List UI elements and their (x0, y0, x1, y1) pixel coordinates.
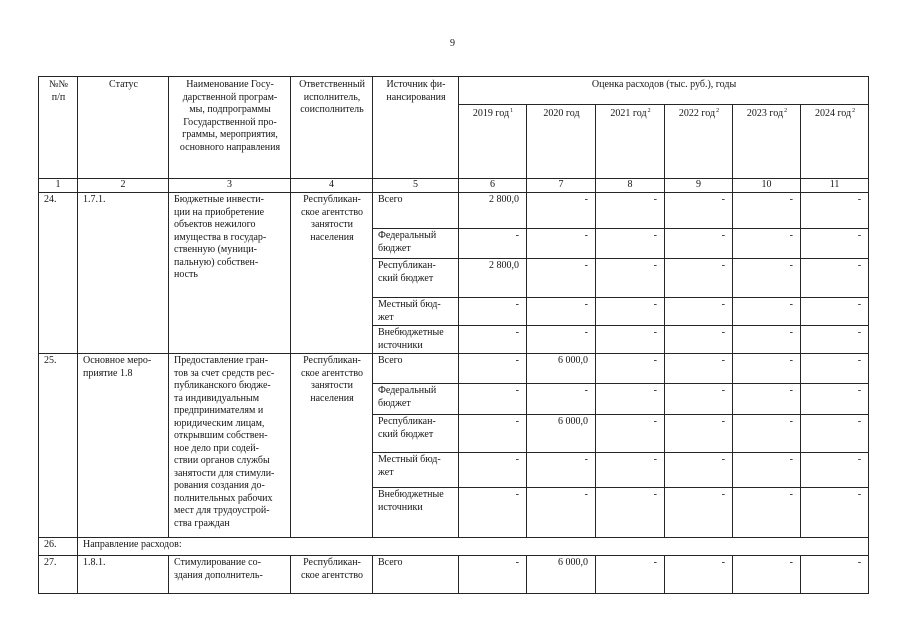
header-year (665, 105, 733, 179)
value-cell: - (459, 556, 527, 594)
source-label: Местный бюд- жет (373, 298, 459, 326)
value-cell: - (596, 556, 665, 594)
value-cell: - (733, 354, 801, 384)
column-number: 2 (78, 179, 169, 193)
table-row (39, 556, 869, 594)
header-year (596, 105, 665, 179)
value-cell: - (801, 354, 869, 384)
header-year (527, 105, 596, 179)
value-cell: - (527, 326, 596, 354)
value-cell: - (665, 326, 733, 354)
value-cell: - (665, 354, 733, 384)
value-cell: - (665, 453, 733, 488)
value-cell: 6 000,0 (527, 556, 596, 594)
value-cell: - (665, 193, 733, 229)
row-executor: Республикан- ское агентство занятости населения (291, 193, 373, 354)
year-label: 2021 год (610, 108, 647, 119)
value-cell: - (665, 488, 733, 538)
value-cell: - (527, 453, 596, 488)
row-executor: Республикан- ское агентство (291, 556, 373, 594)
year-footnote: 1 (510, 108, 514, 114)
value-cell: - (801, 193, 869, 229)
source-label: Республикан- ский бюджет (373, 415, 459, 453)
year-label: 2022 год (678, 108, 716, 119)
table-row (39, 354, 869, 384)
value-cell: - (527, 229, 596, 259)
row-number: 25. (39, 354, 78, 538)
value-cell: - (459, 488, 527, 538)
column-number: 8 (596, 179, 665, 193)
value-cell: - (733, 488, 801, 538)
value-cell: - (665, 415, 733, 453)
value-cell: - (527, 193, 596, 229)
year-footnote: 2 (716, 108, 720, 114)
value-cell: - (596, 453, 665, 488)
source-label: Местный бюд- жет (373, 453, 459, 488)
source-label: Федеральный бюджет (373, 384, 459, 415)
column-numbers-row (39, 179, 869, 193)
row-status: 1.7.1. (78, 193, 169, 354)
value-cell: - (801, 298, 869, 326)
value-cell: 2 800,0 (459, 193, 527, 229)
page-number: 9 (450, 38, 455, 49)
header-source: Источник фи- нансирования (373, 77, 459, 179)
value-cell: - (801, 326, 869, 354)
value-cell: - (801, 488, 869, 538)
value-cell: 6 000,0 (527, 415, 596, 453)
source-label: Всего (373, 193, 459, 229)
header-status: Статус (78, 77, 169, 179)
value-cell: - (596, 384, 665, 415)
column-number: 3 (169, 179, 291, 193)
value-cell: - (596, 415, 665, 453)
value-cell: - (527, 298, 596, 326)
source-label: Федеральный бюджет (373, 229, 459, 259)
year-footnote: 2 (784, 108, 788, 114)
source-label: Республикан- ский бюджет (373, 259, 459, 298)
value-cell: - (527, 488, 596, 538)
value-cell: - (527, 259, 596, 298)
column-number: 6 (459, 179, 527, 193)
header-row (39, 77, 869, 105)
value-cell: - (596, 326, 665, 354)
value-cell: - (733, 415, 801, 453)
year-label: 2020 год (543, 108, 580, 119)
header-year (733, 105, 801, 179)
value-cell: - (733, 193, 801, 229)
header-year (459, 105, 527, 179)
value-cell: - (596, 259, 665, 298)
value-cell: - (733, 453, 801, 488)
value-cell: - (459, 354, 527, 384)
value-cell: - (665, 384, 733, 415)
value-cell: - (801, 415, 869, 453)
row-number: 26. (39, 538, 78, 556)
value-cell: - (733, 298, 801, 326)
header-name: Наименование Госу- дарственной програм- мы, подпрограммы Государственной про- граммы, мероприятия, основного направления (169, 77, 291, 179)
table-row (39, 193, 869, 229)
value-cell: - (733, 556, 801, 594)
column-number: 5 (373, 179, 459, 193)
section-title: Направление расходов: (78, 538, 869, 556)
value-cell: - (459, 326, 527, 354)
value-cell: - (801, 259, 869, 298)
value-cell: - (596, 229, 665, 259)
row-number: 24. (39, 193, 78, 354)
value-cell: - (596, 298, 665, 326)
value-cell: - (733, 326, 801, 354)
value-cell: - (596, 354, 665, 384)
value-cell: - (733, 384, 801, 415)
value-cell: - (459, 298, 527, 326)
year-footnote: 2 (852, 108, 856, 114)
source-label: Всего (373, 354, 459, 384)
value-cell: - (801, 556, 869, 594)
row-name: Стимулирование со- здания дополнитель- (169, 556, 291, 594)
source-label: Внебюджетные источники (373, 488, 459, 538)
value-cell: - (801, 384, 869, 415)
column-number: 4 (291, 179, 373, 193)
source-label: Всего (373, 556, 459, 594)
source-label: Внебюджетные источники (373, 326, 459, 354)
value-cell: - (459, 384, 527, 415)
value-cell: 2 800,0 (459, 259, 527, 298)
value-cell: - (665, 298, 733, 326)
value-cell: - (733, 259, 801, 298)
value-cell: - (459, 415, 527, 453)
year-label: 2019 год (472, 108, 510, 119)
row-number: 27. (39, 556, 78, 594)
year-label: 2023 год (746, 108, 784, 119)
section-row (39, 538, 869, 556)
header-costs: Оценка расходов (тыс. руб.), годы (459, 77, 869, 105)
value-cell: - (665, 259, 733, 298)
value-cell: - (459, 453, 527, 488)
value-cell: - (801, 453, 869, 488)
value-cell: - (596, 193, 665, 229)
header-num: №№ п/п (39, 77, 78, 179)
column-number: 11 (801, 179, 869, 193)
column-number: 7 (527, 179, 596, 193)
row-name: Предоставление гран- тов за счет средств рес- публиканского бюдже- та индивидуальным предпринимателям и юридическим лицам, открывшим собствен- ное дело при содей- ствии органов службы занятости для стимули- рования создания до- полнительных рабочих мест для трудоустрой- ства граждан (169, 354, 291, 538)
row-executor: Республикан- ское агентство занятости населения (291, 354, 373, 538)
value-cell: 6 000,0 (527, 354, 596, 384)
value-cell: - (665, 556, 733, 594)
header-executor: Ответственный исполнитель, соисполнитель (291, 77, 373, 179)
value-cell: - (801, 229, 869, 259)
value-cell: - (459, 229, 527, 259)
column-number: 9 (665, 179, 733, 193)
row-status: Основное меро- приятие 1.8 (78, 354, 169, 538)
column-number: 10 (733, 179, 801, 193)
value-cell: - (596, 488, 665, 538)
value-cell: - (733, 229, 801, 259)
value-cell: - (527, 384, 596, 415)
year-footnote: 2 (647, 108, 651, 114)
column-number: 1 (39, 179, 78, 193)
value-cell: - (665, 229, 733, 259)
row-status: 1.8.1. (78, 556, 169, 594)
year-label: 2024 год (814, 108, 852, 119)
row-name: Бюджетные инвести- ции на приобретение объектов нежилого имущества в государ- ственную (муници- пальную) собствен- ность (169, 193, 291, 354)
expenses-table (38, 76, 869, 594)
header-year (801, 105, 869, 179)
